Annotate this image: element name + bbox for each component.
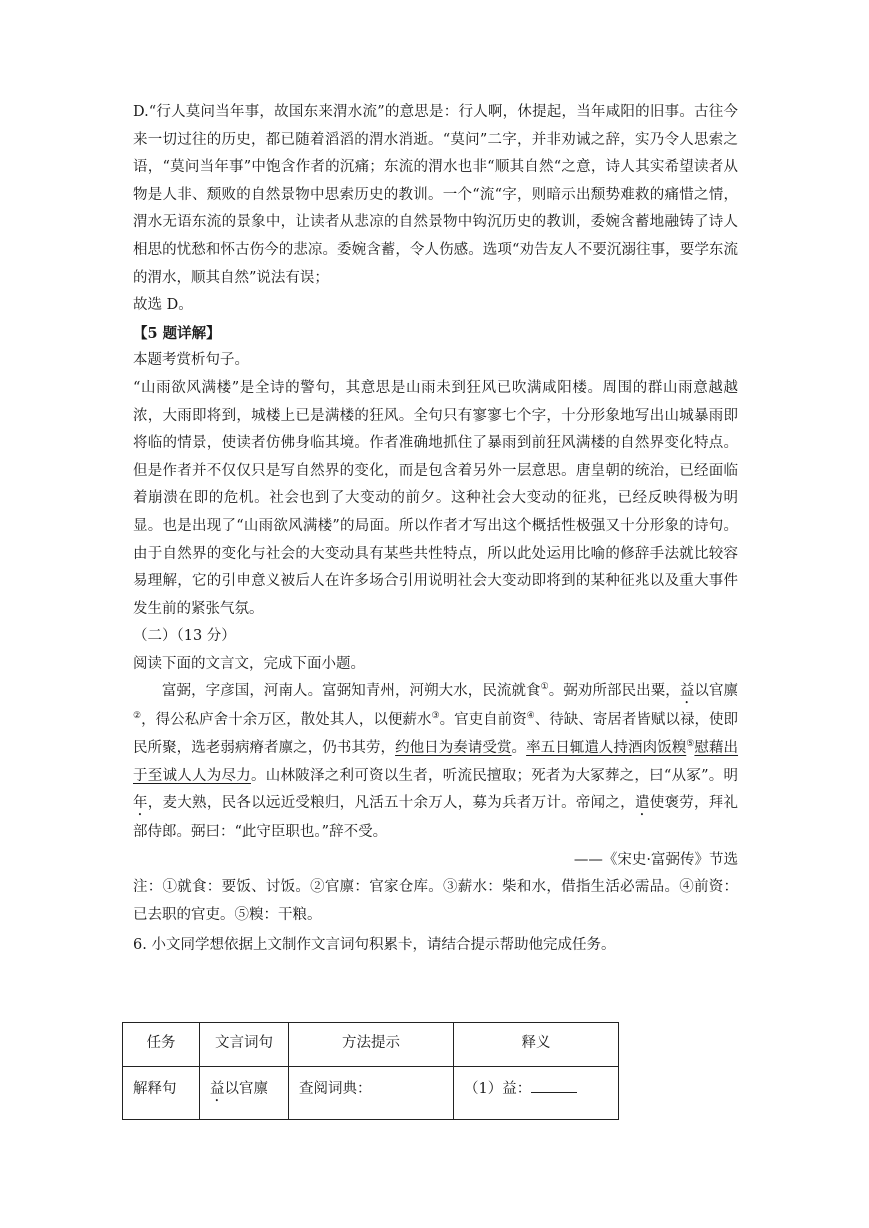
phrase-text: 以官廪 [224,1081,268,1097]
section2-heading: （二）（13 分） [133,628,236,645]
q5-intro: 本题考赏析句子。 [133,352,249,369]
emphasized-word: 益 [679,683,695,700]
passage-text: 富弼，字彦国，河南人。富弼知青州，河朔大水，民流就食 [162,683,541,700]
table-header-row [123,1023,619,1067]
passage-text: 、待缺、寄居者皆赋以禄，使即民所聚，选老弱病瘠者廪之，仍书其劳， [133,712,739,757]
underlined-sentence: 约他日为奏请受赏 [395,740,512,757]
passage-source: ——《宋史·富弼传》节选 [573,851,738,868]
footnote-mark: ② [133,711,142,722]
table-header-cell: 方法提示 [289,1023,454,1067]
underlined-sentence: 慰藉出于至诚人人为尽力 [133,740,739,784]
passage-text: 。弼劝所部民出粟， [548,683,680,700]
passage-text: 。官吏自前资 [439,712,527,729]
footnote-mark: ⑤ [686,739,695,750]
answer-blank[interactable] [531,1080,577,1093]
underlined-sentence: 率五日辄遣人持酒肉饭糗 [526,740,687,757]
option-d-analysis: D.“行人莫问当年事，故国东来渭水流”的意思是：行人啊，休提起，当年咸阳的旧事。古往今来一切过往的历史，都已随着滔滔的渭水消逝。“莫问”二字，并非劝诫之辞，实乃令人思索之语，“莫问当年事”中饱含作者的沉痛；东流的渭水也非“顺其自然“之意，诗人其实希望读者从物是人非、颓败的自然景物中思索历史的教训。一个“流“字，则暗示出颓势难救的痛惜之情，渭水无语东流的景象中，让读者从悲凉的自然景物中钩沉历史的教训，委婉含蓄地融铸了诗人相思的忧愁和怀古伤今的悲凉。委婉含蓄，令人伤感。选项“劝告友人不要沉溺往事，要学东流的渭水，顺其自然”说法有误； [133,104,738,286]
footnote-mark: ④ [526,711,535,722]
q5-body: “山雨欲风满楼”是全诗的警句，其意思是山雨未到狂风已吹满咸阳楼。周围的群山雨意越越浓，大雨即将到，城楼上已是满楼的狂风。全句只有寥寥七个字，十分形象地写出山城暴雨即将临的情景，使读者仿佛身临其境。作者准确地抓住了暴雨到前狂风满楼的自然界变化特点。但是作者并不仅仅只是写自然界的变化，而是包含着另外一层意思。唐皇朝的统治，已经面临着崩溃在即的危机。社会也到了大变动的前夕。这种社会大变动的征兆，已经反映得极为明显。也是出现了“山雨欲风满楼”的局面。所以作者才写出这个概括性极强又十分形象的诗句。由于自然界的变化与社会的大变动具有某些共性特点，所以此处运用比喻的修辞手法就比较容易理解，它的引申意义被后人在许多场合引用说明社会大变动即将到的某种征兆以及重大事件发生前的紧张气氛。 [133,379,738,617]
passage-text: ，麦大熟，民各以远近受粮归，凡活五十余万人，募为兵者万计。帝闻之， [147,795,635,812]
classical-passage [133,678,738,846]
emphasized-word: 遣 [634,795,650,812]
passage-text: 使褒劳，拜礼部侍郎。弼曰：“此守臣职也。”辞不受。 [133,795,739,841]
footnote-mark: ③ [431,711,440,722]
passage-text: 以官廪 [694,683,739,700]
emphasized-word: 益 [210,1081,225,1097]
section2-instruction: 阅读下面的文言文，完成下面小题。 [133,655,365,672]
method-cell: 查阅词典： [289,1067,454,1120]
passage-text: ，得公私庐舍十余万区，散处其人，以便薪水 [141,712,432,729]
phrase-cell [200,1067,289,1120]
answer-line: 故选 D。 [133,297,193,314]
table-header-cell: 任务 [123,1023,200,1067]
table-header-cell: 文言词句 [200,1023,289,1067]
vocab-card-table [122,1022,619,1120]
q5-heading: 【5 题详解】 [133,324,221,342]
table-row [123,1067,619,1120]
passage-text: 。 [511,740,527,757]
page-content [133,99,738,959]
question-6: 6. 小文同学想依据上文制作文言词句积累卡，请结合提示帮助他完成任务。 [133,936,616,953]
task-cell: 解释句 [123,1067,200,1120]
answer-label: （1）益： [464,1081,532,1097]
footnote-mark: ① [540,682,549,693]
table-header-cell: 释义 [454,1023,619,1067]
passage-text: 。山林陂泽之利可资以生者，听流民擅取；死者为大冢葬之，曰“从冢”。明 [250,767,738,784]
footnotes: 注：①就食：要饭、讨饭。②官廪：官家仓库。③薪水：柴和水，借指生活必需品。④前资：已去职的官吏。⑤糗：干粮。 [133,879,738,924]
answer-cell [454,1067,619,1120]
emphasized-word: 年 [133,795,148,812]
